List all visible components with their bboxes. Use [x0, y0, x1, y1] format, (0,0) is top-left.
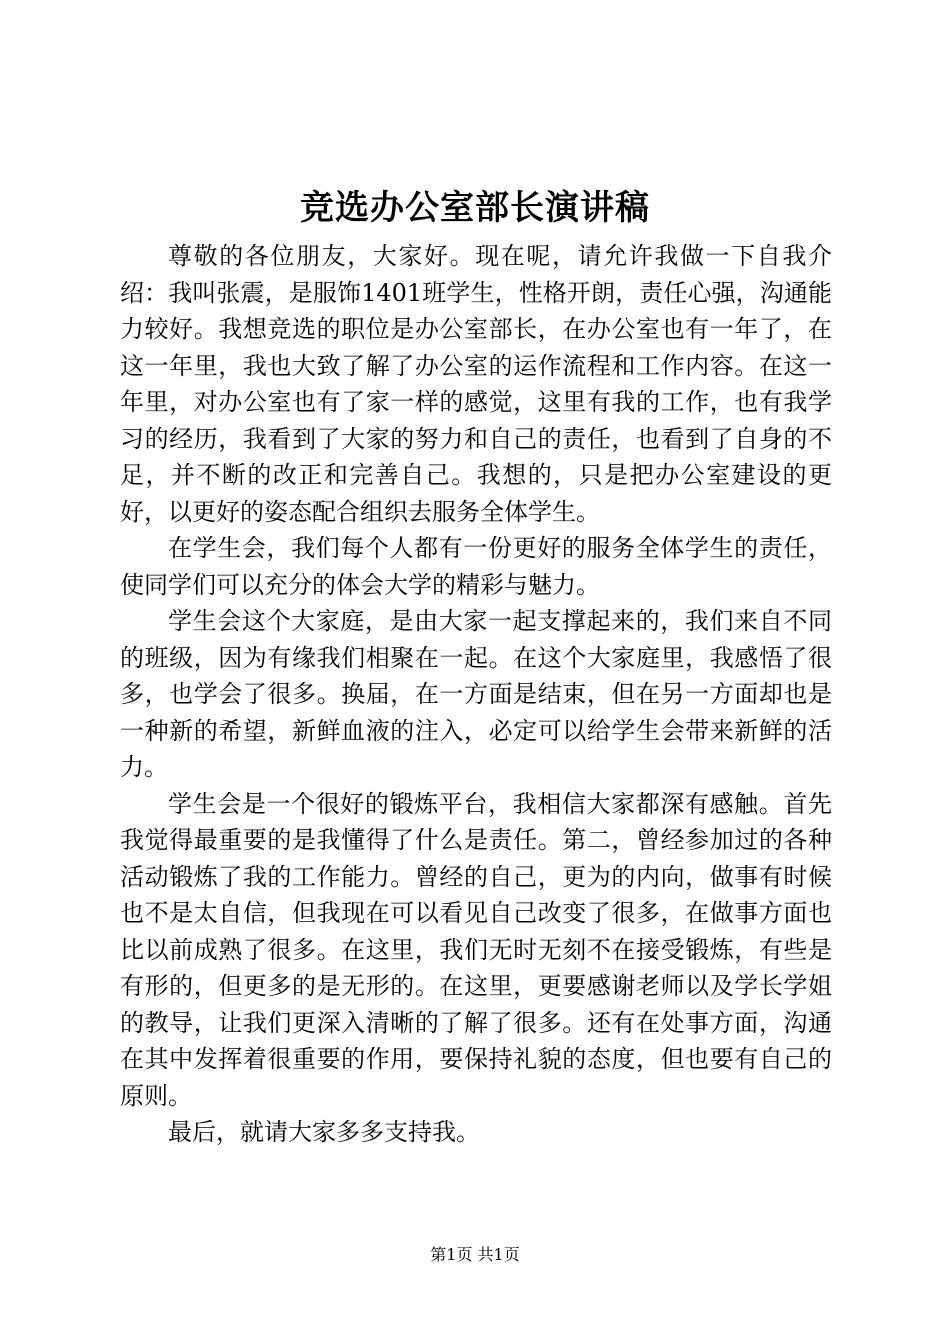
paragraph: 在学生会，我们每个人都有一份更好的服务全体学生的责任，使同学们可以充分的体会大学的精彩与魅力。: [120, 534, 832, 599]
paragraph: 学生会这个大家庭，是由大家一起支撑起来的，我们来自不同的班级，因为有缘我们相聚在一起。在这个大家庭里，我感悟了很多，也学会了很多。换届，在一方面是结束，但在另一方面却也是一种新的希望，新鲜血液的注入，必定可以给学生会带来新鲜的活力。: [120, 607, 832, 781]
paragraph: 尊敬的各位朋友，大家好。现在呢，请允许我做一下自我介绍：我叫张震，是服饰1401班学生，性格开朗，责任心强，沟通能力较好。我想竞选的职位是办公室部长，在办公室也有一年了，在这一年里，我也大致了解了办公室的运作流程和工作内容。在这一年里，对办公室也有了家一样的感觉，这里有我的工作，也有我学习的经历，我看到了大家的努力和自己的责任，也看到了自身的不足，并不断的改正和完善自己。我想的，只是把办公室建设的更好，以更好的姿态配合组织去服务全体学生。: [120, 242, 832, 526]
page-footer: 第1页 共1页: [430, 1245, 520, 1264]
page-title: 竞选办公室部长演讲稿: [300, 188, 650, 228]
paragraph: 最后，就请大家多多支持我。: [168, 1118, 480, 1146]
document-body: [120, 238, 832, 1151]
paragraph: 学生会是一个很好的锻炼平台，我相信大家都深有感触。首先我觉得最重要的是我懂得了什么是责任。第二，曾经参加过的各种活动锻炼了我的工作能力。曾经的自己，更为的内向，做事有时候也不是太自信，但我现在可以看见自己改变了很多，在做事方面也比以前成熟了很多。在这里，我们无时无刻不在接受锻炼，有些是有形的，但更多的是无形的。在这里，更要感谢老师以及学长学姐的教导，让我们更深入清晰的了解了很多。还有在处事方面，沟通在其中发挥着很重要的作用，要保持礼貌的态度，但也要有自己的原则。: [120, 789, 832, 1110]
